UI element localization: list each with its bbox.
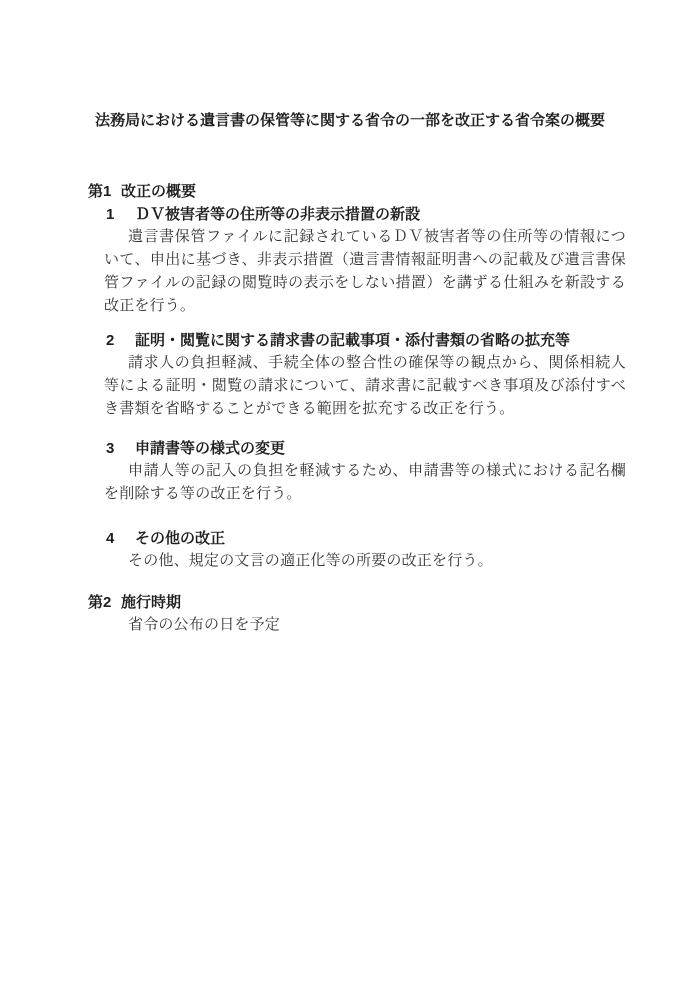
item-2-body: 請求人の負担軽減、手続全体の整合性の確保等の観点から、関係相続人等による証明・閲覧の請求について、請求書に記載すべき事項及び添付すべき書類を省略することができる範囲を拡充する改正を行う。 [104,355,626,417]
section-1-title: 改正の概要 [121,183,197,200]
section-2-body: 省令の公布の日を予定 [128,617,281,633]
item-1-title: ＤＶ被害者等の住所等の非表示措置の新設 [135,206,421,223]
item-4-heading [106,527,626,550]
section-2-label: 第2 [88,594,112,611]
section-2-heading [88,591,626,614]
item-1-number: 1 [106,206,115,223]
item-1-heading [106,203,626,226]
document-content [88,180,626,637]
item-4-number: 4 [106,530,115,547]
item-3-number: 3 [106,440,115,457]
item-2-heading [106,329,626,352]
item-3-body: 申請人等の記入の負担を軽減するため、申請書等の様式における記名欄を削除する等の改正を行う。 [104,463,626,502]
item-1-body: 遺言書保管ファイルに記録されているＤＶ被害者等の住所等の情報について、申出に基づき、非表示措置（遺言書情報証明書への記載及び遺言書保管ファイルの記録の閲覧時の表示をしない措置）を講ずる仕組みを新設する改正を行う。 [104,229,626,314]
section-2-title: 施行時期 [121,594,182,611]
item-3-heading [106,437,626,460]
item-4-body: その他、規定の文言の適正化等の所要の改正を行う。 [128,553,493,569]
item-2-number: 2 [106,332,115,349]
section-1-label: 第1 [88,183,112,200]
item-3-title: 申請書等の様式の変更 [135,440,286,457]
item-4-title: その他の改正 [135,530,226,547]
item-2-title: 証明・閲覧に関する請求書の記載事項・添付書類の省略の拡充等 [135,332,571,349]
section-1-heading [88,180,626,203]
document-title: 法務局における遺言書の保管等に関する省令の一部を改正する省令案の概要 [94,112,605,129]
